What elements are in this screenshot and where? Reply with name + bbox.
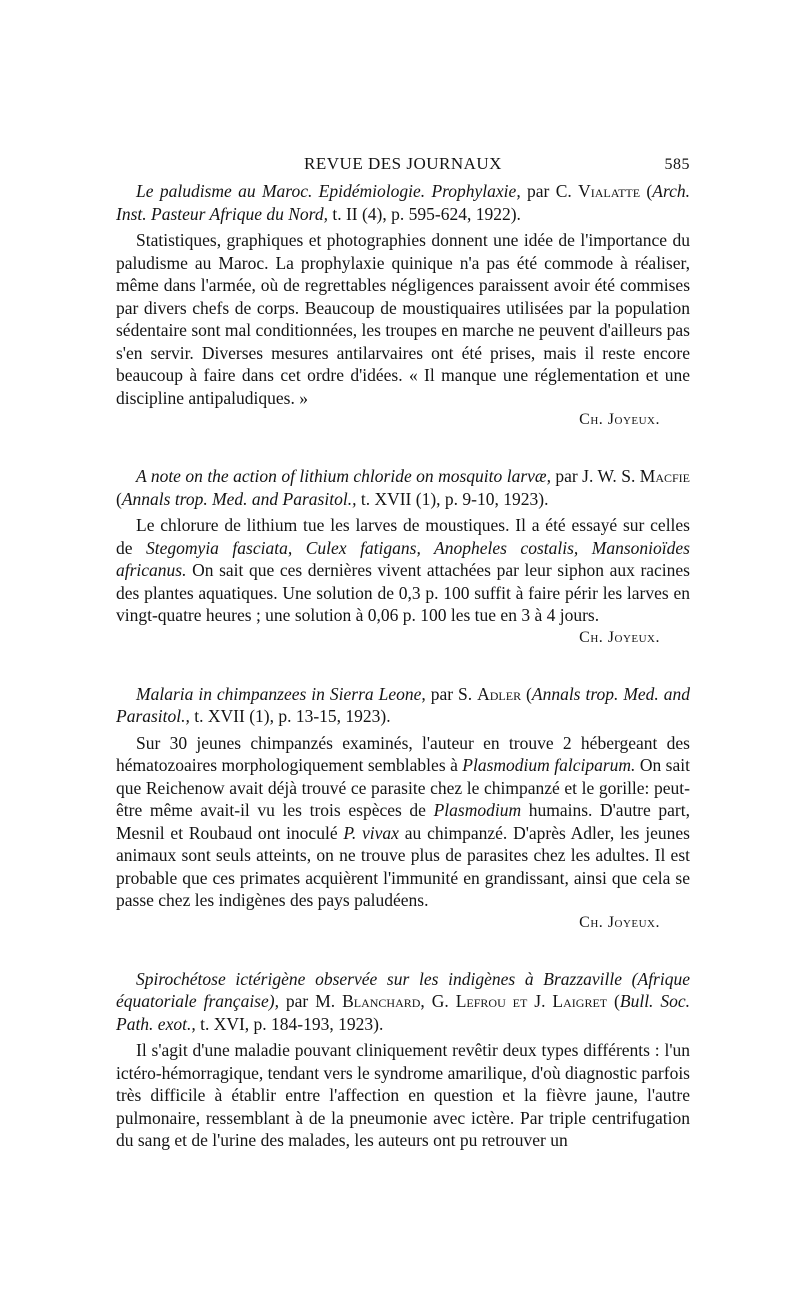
review-article-3 <box>116 683 690 932</box>
article-source: Arch. Inst. Pasteur Afrique du Nord, <box>116 181 690 224</box>
body-text: Le chlorure de lithium tue les larves de moustiques. Il a été essayé sur celles de <box>116 515 690 558</box>
review-article-2 <box>116 465 690 647</box>
article-source: Annals trop. Med. and Parasitol., <box>116 683 691 726</box>
body-text: humains. D'autre part, Mesnil et Roubaud ont inoculé <box>116 800 690 843</box>
article-authors: Blanchard, G. Lefrou et J. Laigret <box>342 991 608 1011</box>
page <box>116 150 690 1188</box>
species-name: Plasmodium falciparum. <box>462 755 636 775</box>
body-text: au chimpanzé. D'après Adler, les jeunes animaux sont seuls atteints, on ne trouve plus de parasites chez les adultes. Il est probable que ces primates acquièrent l'immunité en grandissant, ainsi que cela se passe chez les indigènes des pays paludéens. <box>116 822 690 910</box>
article-title: Le paludisme au Maroc. Epidémiologie. Prophylaxie, <box>136 181 521 201</box>
review-article-4 <box>116 968 690 1152</box>
source-open: ( <box>607 991 620 1011</box>
article-source-details: t. II (4), p. 595-624, 1922). <box>327 203 521 224</box>
article-source-details: t. XVII (1), p. 13-15, 1923). <box>189 706 391 726</box>
article-citation <box>116 683 690 728</box>
article-authors: Adler <box>477 683 522 704</box>
article-citation <box>116 180 690 225</box>
body-text: Statistiques, graphiques et photographies donnent une idée de l'importance du paludisme au Maroc. La prophylaxie quinique n'a pas été commode à réaliser, même dans l'armée, où de regrettables négligences paraissent avoir été commises par divers chefs de corps. Beaucoup de moustiquaires utilisées par la population sédentaire sont mal conditionnées, les troupes en marche ne peuvent d'ailleurs pas s'en servir. Diverses mesures antilarvaires ont été prises, mais il reste encore beaucoup à faire dans cet ordre d'idées. « Il manque une réglementation et une discipline antipaludiques. » <box>116 230 690 408</box>
page-number: 585 <box>664 156 690 173</box>
article-body <box>116 514 690 627</box>
source-open: ( <box>116 488 122 509</box>
running-title: REVUE DES JOURNAUX <box>304 154 502 173</box>
article-source: Bull. Soc. Path. exot., <box>116 991 691 1034</box>
body-text: Sur 30 jeunes chimpanzés examinés, l'auteur en trouve 2 hébergeant des hématozoaires morphologiquement semblables à <box>116 732 690 775</box>
article-citation <box>116 968 690 1036</box>
body-text: Il s'agit d'une maladie pouvant cliniquement revêtir deux types différents : l'un ictéro-hémorragique, tendant vers le syndrome amarilique, d'où diagnostic parfois très difficile à établir entre l'affection en question et la fièvre jaune, l'autre pulmonaire, ressemblant à de la pneumonie avec ictère. Par triple centrifugation du sang et de l'urine des malades, les auteurs ont pu retrouver un <box>116 1040 690 1150</box>
genus-name: Plasmodium <box>433 800 522 820</box>
article-title: Spirochétose ictérigène observée sur les indigènes à Brazzaville (Afrique équatoriale française), <box>116 968 690 1011</box>
authors-prefix: par S. <box>425 683 478 704</box>
article-source-details: t. XVII (1), p. 9-10, 1923). <box>356 488 549 509</box>
article-citation <box>116 465 690 510</box>
reviewer-signature: Ch. Joyeux. <box>579 913 660 931</box>
article-body <box>116 229 690 409</box>
source-open: ( <box>521 683 532 704</box>
article-source: Annals trop. Med. and Parasitol., <box>121 488 357 509</box>
authors-prefix: par M. <box>278 991 343 1011</box>
species-name: P. vivax <box>343 822 399 843</box>
authors-prefix: par J. W. S. <box>550 466 640 486</box>
reviewer-signature: Ch. Joyeux. <box>579 411 660 428</box>
article-body <box>116 732 690 912</box>
reviewer-signature: Ch. Joyeux. <box>579 628 660 646</box>
article-source-details: t. XVI, p. 184-193, 1923). <box>195 1013 384 1034</box>
article-title: A note on the action of lithium chloride on mosquito larvæ, <box>136 466 551 486</box>
body-text: On sait que ces dernières vivent attachées par leur siphon aux racines des plantes aquatiques. Une solution de 0,3 p. 100 suffit à faire périr les larves en vingt-quatre heures ; une solution à 0,06 p. 100 les tue en 3 à 4 jours. <box>116 560 690 625</box>
article-body <box>116 1039 690 1152</box>
article-authors: Macfie <box>639 466 690 486</box>
article-authors: Vialatte <box>578 181 641 201</box>
running-head <box>116 150 690 180</box>
source-open: ( <box>640 181 653 201</box>
article-title: Malaria in chimpanzees in Sierra Leone, <box>136 683 426 704</box>
body-text: On sait que Reichenow avait déjà trouvé ce parasite chez le chimpanzé et le gorille: peut-être même avait-il vu les trois espèces de <box>116 755 690 820</box>
review-article-1 <box>116 180 690 429</box>
authors-prefix: par C. <box>520 181 579 201</box>
species-names: Stegomyia fasciata, Culex fatigans, Anopheles costalis, Mansonioïdes africanus. <box>116 537 690 580</box>
